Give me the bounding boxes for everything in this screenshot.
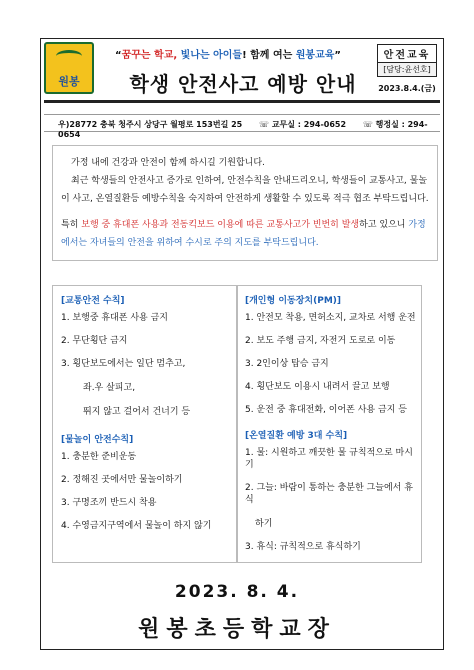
intro-greeting: 가정 내에 건강과 안전이 함께 하시길 기원합니다. [71,158,265,168]
slogan-part4: 원봉교육 [295,50,335,61]
postal-address: 우)28772 충북 청주시 상당구 월평로 153번길 25 [58,120,243,129]
list-item: 3. 횡단보도에서는 일단 멈추고, 좌.우 살피고, 뛰지 않고 걸어서 건너기 등 [61,359,191,417]
intro-box [52,145,438,261]
right-column [236,285,422,563]
slogan: “꿈꾸는 학교, 빛나는 아이들! 함께 여는 원봉교육” [115,50,341,61]
list-item: 3. 2인이상 탑승 금지 [245,359,329,369]
traffic-heading: [교통안전 수칙] [61,296,125,306]
list-item: 1. 보행중 휴대폰 사용 금지 [61,313,168,323]
heat-heading: [온열질환 예방 3대 수칙] [245,431,348,441]
water-heading: [물놀이 안전수칙] [61,435,134,445]
address-line [58,119,438,139]
left-column [52,285,238,563]
list-item: 2. 보도 주행 금지, 자전거 도로로 이동 [245,336,396,346]
list-item: 4. 수영금지구역에서 물놀이 하지 않기 [61,521,212,531]
slogan-part3: ! 함께 여는 [242,50,296,61]
list-item: 1. 충분한 준비운동 [61,452,137,462]
page-title: 학생 안전사고 예방 안내 [129,72,357,96]
heat-list [237,447,421,553]
intro-warning: 보행 중 휴대폰 사용과 전동킥보드 이용에 따른 교통사고가 빈번히 발생 [81,220,360,230]
issue-date: 2023.8.4.(금) [378,84,436,93]
school-logo [44,42,94,94]
slogan-part1: 꿈꾸는 학교, [121,50,178,61]
list-item: 2. 무단횡단 금지 [61,336,128,346]
list-item: 1. 물: 시원하고 깨끗한 물 규칙적으로 마시기 [245,448,413,470]
slogan-part2: 빛나는 아이들 [177,50,243,61]
logo-sun-icon [56,50,82,62]
school-principal-signature: 원봉초등학교장 [138,617,336,642]
intro-special: 특히 보행 중 휴대폰 사용과 전동킥보드 이용에 따른 교통사고가 빈번히 발생하고 있으니 가정에서는 자녀들의 안전을 위하여 수시로 주의 지도를 부탁드립니다. [61,220,426,248]
list-item: 1. 안전모 착용, 면허소지, 교차로 서행 운전 [245,313,416,323]
teacher-office-phone: ☏ 교무실 : 294-0652 [259,120,347,129]
dept-label: 안전교육 [377,44,437,63]
pm-heading: [개인형 이동장치(PM)] [245,296,341,306]
admin-office-phone: ☏ 행정실 : 294-0654 [58,120,428,139]
footer-date: 2023. 8. 4. [174,582,300,602]
list-item: 2. 그늘: 바람이 통하는 충분한 그늘에서 휴식 하기 [245,483,413,529]
water-list [53,451,237,532]
intro-request: 가정에서는 자녀들의 안전을 위하여 수시로 주의 지도를 부탁드립니다. [61,220,426,248]
header-divider [44,100,440,103]
logo-label: 원봉 [58,75,80,88]
list-item: 5. 운전 중 휴대전화, 이어폰 사용 금지 등 [245,405,407,415]
list-item: 4. 횡단보도 이용시 내려서 끌고 보행 [245,382,390,392]
intro-body: 최근 학생들의 안전사고 증가로 인하여, 안전수칙을 안내드리오니, 학생들이 교통사고, 물놀이 사고, 온열질환등 예방수칙을 숙지하여 안전하게 생활할 수 있도록 적극 협조 부탁드립니다. [61,176,429,204]
charge-label: [담당:윤선호] [377,63,437,77]
list-item: 3. 휴식: 규칙적으로 휴식하기 [245,542,361,552]
dept-info-box [377,44,437,94]
list-item: 3. 구명조끼 반드시 착용 [61,498,157,508]
traffic-list [53,312,237,418]
pm-list [237,312,421,416]
list-item: 2. 정해진 곳에서만 물놀이하기 [61,475,183,485]
